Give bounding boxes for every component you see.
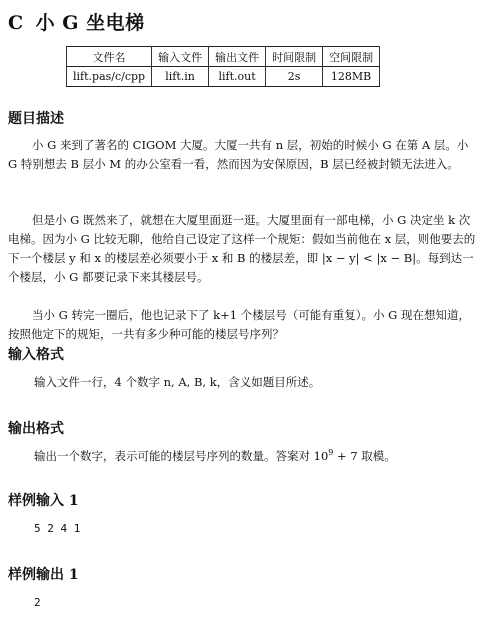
problem-letter: C bbox=[8, 12, 24, 34]
output-format-text-after: + 7 取模。 bbox=[333, 449, 396, 463]
output-format-exponent: 9 bbox=[328, 448, 334, 458]
file-info-value-row bbox=[67, 67, 380, 87]
input-format-heading: 输入格式 bbox=[8, 347, 64, 363]
description-paragraph-1: 小 G 来到了著名的 CIGOM 大厦。大厦一共有 n 层，初始的时候小 G 在第 A 层。小 G 特别想去 B 层小 M 的办公室看一看，然而因为安保原因，B 层已经被封锁无法进入。 bbox=[8, 138, 469, 171]
file-info-header-row bbox=[67, 47, 380, 67]
header-time-limit: 时间限制 bbox=[266, 47, 323, 67]
sample-input-content: 5 2 4 1 bbox=[34, 522, 81, 535]
file-info-table bbox=[66, 46, 380, 87]
sample-output-content: 2 bbox=[34, 596, 41, 609]
problem-title bbox=[8, 8, 145, 35]
header-input-file: 输入文件 bbox=[152, 47, 209, 67]
header-filename: 文件名 bbox=[67, 47, 152, 67]
output-format-heading: 输出格式 bbox=[8, 421, 64, 437]
description-paragraph-3: 当小 G 转完一圈后，他也记录下了 k+1 个楼层号（可能有重复）。小 G 现在想知道，按照他定下的规矩，一共有多少种可能的楼层号序列？ bbox=[8, 308, 470, 341]
header-memory-limit: 空间限制 bbox=[323, 47, 380, 67]
header-output-file: 输出文件 bbox=[209, 47, 266, 67]
description-paragraph-2: 但是小 G 既然来了，就想在大厦里面逛一逛。大厦里面有一部电梯，小 G 决定坐 k 次电梯。因为小 G 比较无聊，他给自己设定了这样一个规矩：假如当前他在 x 层，则他要去的下一个楼层 y 和 x 的楼层差必须要小于 x 和 B 的楼层差，即 |x − y| < |x − B|。每到达一个楼层，小 G 都要记录下来其楼层号。 bbox=[8, 213, 476, 284]
sample-input-heading: 样例输入 1 bbox=[8, 493, 79, 509]
output-format-text-before: 输出一个数字，表示可能的楼层号序列的数量。答案对 10 bbox=[34, 449, 329, 463]
sample-output-heading: 样例输出 1 bbox=[8, 567, 79, 583]
problem-name: 小 G 坐电梯 bbox=[35, 12, 145, 34]
value-time-limit: 2s bbox=[266, 67, 323, 87]
value-input-file: lift.in bbox=[152, 67, 209, 87]
value-filename: lift.pas/c/cpp bbox=[67, 67, 152, 87]
description-heading: 题目描述 bbox=[8, 111, 64, 127]
output-format-text bbox=[34, 448, 396, 464]
value-memory-limit: 128MB bbox=[323, 67, 380, 87]
value-output-file: lift.out bbox=[209, 67, 266, 87]
input-format-text: 输入文件一行，4 个数字 n, A, B, k，含义如题目所述。 bbox=[34, 375, 321, 389]
